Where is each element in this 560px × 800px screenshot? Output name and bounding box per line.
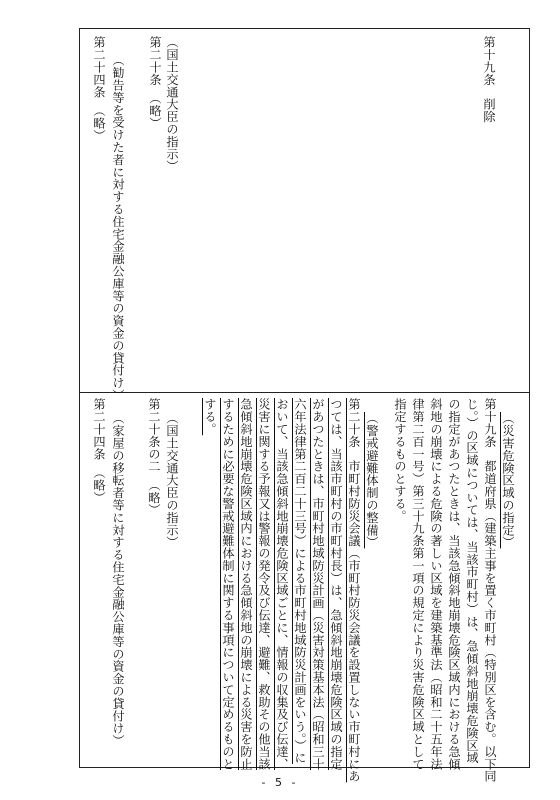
lower-art20-2-title: 第二十条の二 （略） [147,398,161,516]
lower-art20-line-9: する。 [203,398,217,436]
lower-art19-line-3: の指定があつたときは、当該急傾斜地崩壊危険区域内における急傾 [447,398,461,770]
upper-art20-title: 第二十条 （略） [148,36,162,130]
page-number: - 5 - [261,776,299,789]
lower-art20-line-1: 第二十条 市町村防災会議（市町村防災会議を設置しない市町村にあ [347,398,361,783]
lower-art20-line-4: 六年法律第二百二十三号）による市町村地域防災計画をいう。）に [293,398,307,764]
lower-art20-line-7: 急傾斜地崩壊危険区域内における急傾斜地の崩壊による災害を防止 [239,398,253,770]
lower-art20-2-caption: （国土交通大臣の指示） [165,412,179,549]
lower-art19-line-6: 指定するものとする。 [393,398,407,522]
lower-art19-line-4: 斜地の崩壊による危険の著しい区域を建築基準法（昭和二十五年法 [429,398,443,770]
lower-art20-line-8: するために必要な警戒避難体制に関する事項について定めるものと [221,398,235,770]
upper-art19-heading: 第十九条 削除 [482,36,496,123]
lower-art20-line-3: があつたときは、市町村地域防災計画（災害対策基本法（昭和三十 [311,398,325,770]
table-divider [79,392,530,393]
lower-art20-line-5: おいて、当該急傾斜地崩壊危険区域ごとに、情報の収集及び伝達、 [275,398,289,770]
lower-art24-caption: （家屋の移転者等に対する住宅金融公庫等の資金の貸付け） [111,412,125,747]
lower-art20-line-6: 災害に関する予報又は警報の発令及び伝達、避難、救助その他当該 [257,398,271,770]
lower-art19-line-1: 第十九条 都道府県（建築主事を置く市町村（特別区を含む。以下同 [483,398,497,783]
upper-art24-title: 第二十四条 （略） [92,36,106,142]
lower-art19-caption: （災害危険区域の指定） [501,412,515,549]
lower-art19-line-5: 律第二百一号）第三十九条第一項の規定により災害危険区域として [411,398,425,770]
lower-art20-line-2: つては、当該市町村の市町村長）は、急傾斜地崩壊危険区域の指定 [329,398,343,770]
lower-art24-title: 第二十四条 （略） [92,398,106,504]
lower-art20-caption: （警戒避難体制の整備） [365,412,379,549]
upper-art20-caption: （国土交通大臣の指示） [165,36,179,173]
upper-art24-caption: （勧告等を受けた者に対する住宅金融公庫等の資金の貸付け） [111,54,125,402]
lower-art19-line-2: じ。）の区域については、当該市町村）は、急傾斜地崩壊危険区域 [465,398,479,764]
